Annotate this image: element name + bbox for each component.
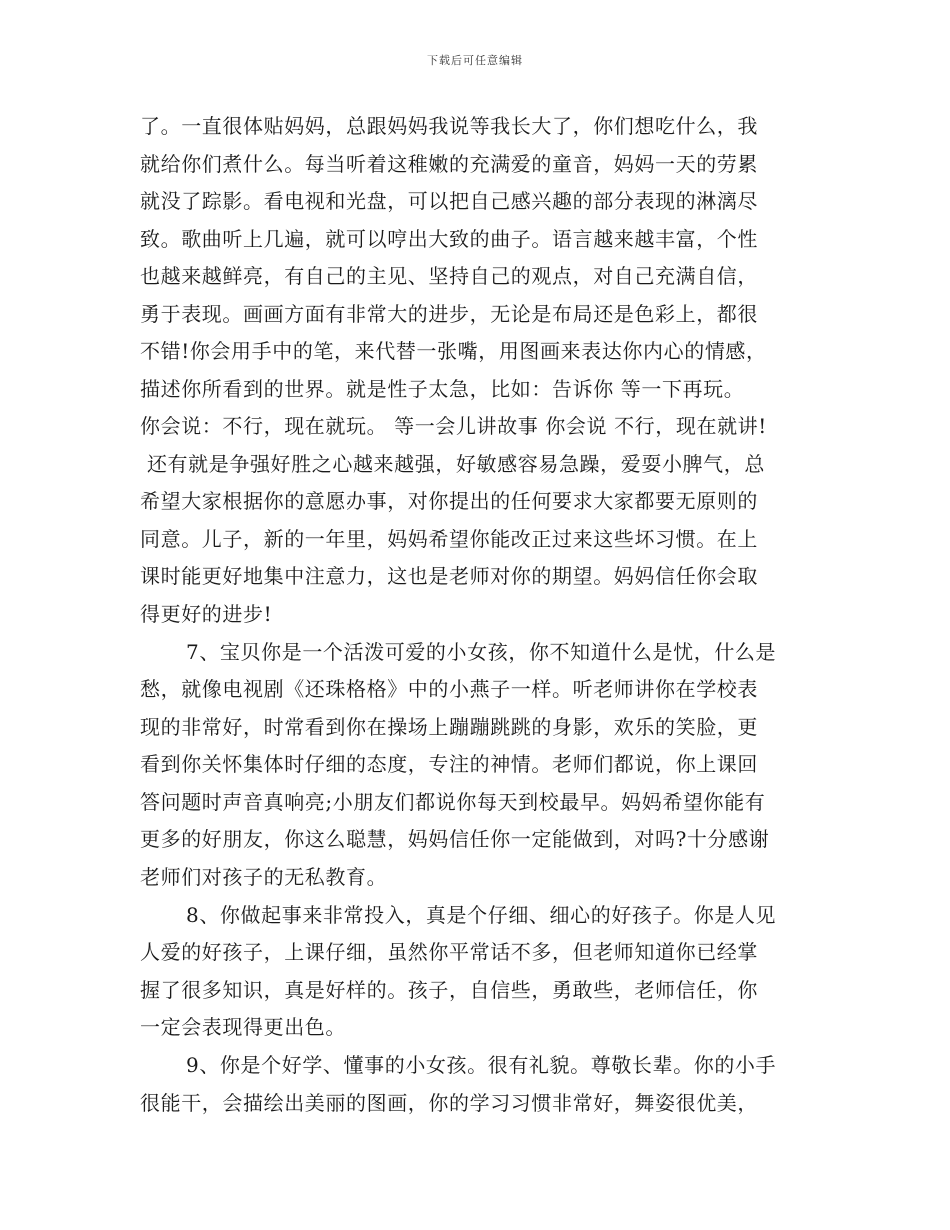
text-line: 更多的好朋友，你这么聪慧，妈妈信任你一定能做到，对吗?十分感谢 <box>140 827 770 851</box>
paragraph-item-7 <box>140 634 820 897</box>
text-line: 看到你关怀集体时仔细的态度，专注的神情。老师们都说，你上课回 <box>140 752 758 776</box>
text-line: 一定会表现得更出色。 <box>140 1015 346 1039</box>
text-line: 致。歌曲听上几遍，就可以哼出大致的曲子。语言越来越丰富，个性 <box>140 226 758 251</box>
text-line: 老师们对孩子的无私教育。 <box>140 864 388 889</box>
page-header: 下载后可任意编辑 <box>427 54 523 67</box>
paragraph-item-8 <box>140 897 820 1047</box>
text-line: 不错!你会用手中的笔，来代替一张嘴，用图画来表达你内心的情感， <box>140 339 767 363</box>
text-line: 勇于表现。画画方面有非常大的进步，无论是布局还是色彩上，都很 <box>140 301 758 326</box>
text-line: 就给你们煮什么。每当听着这稚嫩的充满爱的童音，妈妈一天的劳累 <box>140 151 758 176</box>
text-line: 人爱的好孩子，上课仔细，虽然你平常话不多，但老师知道你已经掌 <box>140 940 758 964</box>
text-line: 8、你做起事来非常投入，真是个仔细、细心的好孩子。你是人见 <box>186 902 777 927</box>
text-line: 很能干，会描绘出美丽的图画，你的学习习惯非常好，舞姿很优美， <box>140 1090 758 1115</box>
text-line: 描述你所看到的世界。就是性子太急，比如：告诉你 等一下再玩。 <box>140 376 745 401</box>
text-line: 你会说：不行，现在就玩。 等一会儿讲故事 你会说 不行，现在就讲! <box>140 414 767 438</box>
text-line: 愁，就像电视剧《还珠格格》中的小燕子一样。听老师讲你在学校表 <box>140 677 758 701</box>
text-line: 同意。儿子，新的一年里，妈妈希望你能改正过来这些坏习惯。在上 <box>140 526 758 551</box>
text-line: 也越来越鲜亮，有自己的主见、坚持自己的观点，对自己充满自信， <box>140 264 758 288</box>
text-line: 9、你是个好学、懂事的小女孩。很有礼貌。尊敬长辈。你的小手 <box>186 1053 777 1077</box>
text-line: 了。一直很体贴妈妈，总跟妈妈我说等我长大了，你们想吃什么，我 <box>140 114 758 138</box>
text-line: 现的非常好，时常看到你在操场上蹦蹦跳跳的身影，欢乐的笑脸，更 <box>140 714 758 739</box>
text-line: 得更好的进步! <box>140 601 273 626</box>
text-line: 7、宝贝你是一个活泼可爱的小女孩，你不知道什么是忧，什么是 <box>186 639 777 664</box>
text-line: 答问题时声音真响亮;小朋友们都说你每天到校最早。妈妈希望你能有 <box>140 789 766 814</box>
text-line: 还有就是争强好胜之心越来越强，好敏感容易急躁，爱耍小脾气，总 <box>140 451 765 476</box>
text-line: 就没了踪影。看电视和光盘，可以把自己感兴趣的部分表现的淋漓尽 <box>140 189 758 213</box>
paragraph-item-9 <box>140 1047 820 1122</box>
text-line: 握了很多知识，真是好样的。孩子，自信些，勇敢些，老师信任，你 <box>140 977 758 1002</box>
text-line: 课时能更好地集中注意力，这也是老师对你的期望。妈妈信任你会取 <box>140 564 758 588</box>
text-line: 希望大家根据你的意愿办事，对你提出的任何要求大家都要无原则的 <box>140 489 758 513</box>
paragraph-1 <box>140 108 820 633</box>
document-body <box>140 108 820 1122</box>
